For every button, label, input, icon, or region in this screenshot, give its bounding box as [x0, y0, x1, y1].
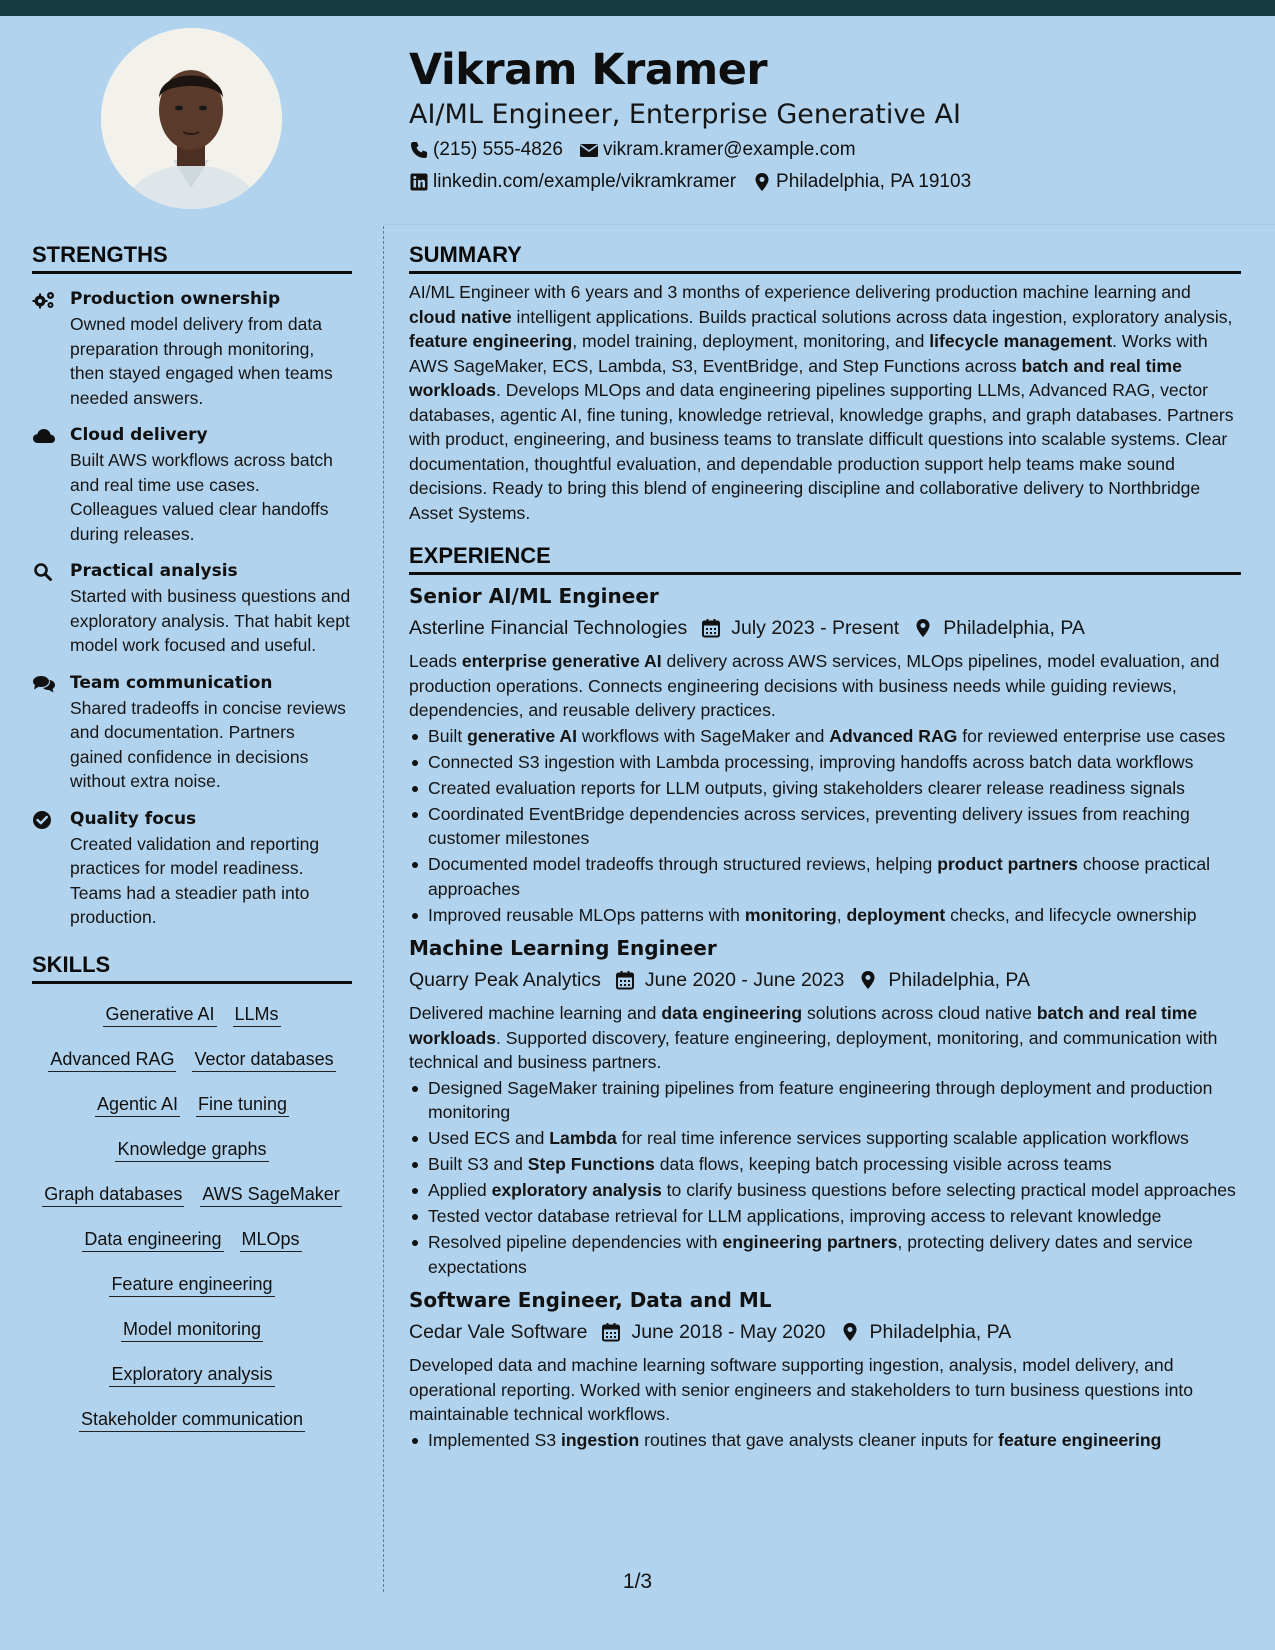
- bold-phrase: Lambda: [549, 1128, 617, 1148]
- skill-tag: Advanced RAG: [48, 1047, 176, 1072]
- map-pin-icon: [752, 172, 772, 192]
- job-entry: [409, 581, 1241, 927]
- phone-icon: [409, 140, 429, 160]
- email-contact[interactable]: [579, 139, 856, 161]
- bold-phrase: deployment: [846, 904, 946, 925]
- strength-desc: Owned model delivery from data preparation through monitoring, then stayed engaged when teams needed answers.: [70, 314, 333, 408]
- location-text: Philadelphia, PA 19103: [776, 171, 972, 192]
- job-meta: [409, 611, 1241, 645]
- job-meta: [409, 1315, 1241, 1349]
- location-contact: [752, 171, 971, 193]
- bold-phrase: data engineering: [661, 1003, 803, 1023]
- job-dates-text: July 2023 - Present: [731, 617, 900, 639]
- bullet-item: Applied exploratory analysis to clarify business questions before selecting practical model approaches: [409, 1178, 1241, 1203]
- bold-phrase: lifecycle management: [929, 331, 1113, 351]
- calendar-icon: [615, 970, 635, 990]
- bullet-item: Used ECS and Lambda for real time inference services supporting scalable application workflows: [409, 1126, 1241, 1151]
- check-circle-icon: [32, 807, 70, 930]
- skill-tag: Model monitoring: [121, 1317, 263, 1342]
- strength-name: Cloud delivery: [70, 425, 208, 445]
- calendar-icon: [701, 618, 721, 638]
- bold-phrase: cloud native: [409, 306, 512, 327]
- envelope-icon: [579, 140, 599, 160]
- job-title: Machine Learning Engineer: [409, 936, 717, 960]
- skill-row: [32, 1262, 352, 1307]
- skill-tag: AWS SageMaker: [200, 1182, 341, 1207]
- summary-text: AI/ML Engineer with 6 years and 3 months of experience delivering production machine learning and cloud native intelligent applications. Builds practical solutions across data ingestion, exploratory analysis, feature engineering, model training, deployment, monitoring, and lifecycle management. Works with AWS SageMaker, ECS, Lambda, S3, EventBridge, and Step Functions across batch and real time workloads. Develops MLOps and data engineering pipelines supporting LLMs, Advanced RAG, vector databases, agentic AI, fine tuning, knowledge retrieval, knowledge graphs, and graph databases. Partners with product, engineering, and business teams to translate difficult questions into scalable systems. Clear documentation, thoughtful evaluation, and dependable production support help teams make sound decisions. Ready to bring this blend of engineering discipline and collaborative delivery to Northbridge Asset Systems.: [409, 282, 1234, 523]
- bold-phrase: batch and real time workloads: [409, 355, 1182, 400]
- skill-row: [32, 992, 352, 1037]
- job-dates: [701, 611, 899, 645]
- skill-row: [32, 1397, 352, 1442]
- strength-desc: Started with business questions and exploratory analysis. That habit kept model work focused and useful.: [70, 586, 351, 655]
- bold-phrase: exploratory analysis: [491, 1180, 662, 1200]
- map-pin-icon: [913, 618, 933, 638]
- skills-section: [32, 950, 352, 1442]
- bullet-item: Designed SageMaker training pipelines from feature engineering through deployment and production monitoring: [409, 1076, 1241, 1125]
- job-company: Cedar Vale Software: [409, 1321, 588, 1343]
- job-dates-text: June 2018 - May 2020: [631, 1321, 826, 1343]
- job-location-text: Philadelphia, PA: [943, 617, 1085, 639]
- linkedin-icon: [409, 172, 429, 192]
- top-bar: [0, 0, 1275, 16]
- skill-tag: MLOps: [240, 1227, 302, 1252]
- strength-item: [32, 807, 352, 930]
- candidate-title: AI/ML Engineer, Enterprise Generative AI: [409, 99, 961, 130]
- right-column: [409, 240, 1241, 1454]
- bullet-item: Created evaluation reports for LLM outputs, giving stakeholders clearer release readiness signals: [409, 776, 1241, 801]
- bold-phrase: monitoring: [744, 904, 837, 925]
- bullet-item: Tested vector database retrieval for LLM applications, improving access to relevant knowledge: [409, 1204, 1241, 1229]
- contact-row-2: [409, 166, 1249, 198]
- skill-tag: Exploratory analysis: [109, 1362, 274, 1387]
- bold-phrase: Advanced RAG: [829, 725, 958, 746]
- skill-row: [32, 1037, 352, 1082]
- bullet-item: Resolved pipeline dependencies with engineering partners, protecting delivery dates and service expectations: [409, 1230, 1241, 1279]
- strength-desc: Built AWS workflows across batch and real time use cases. Colleagues valued clear handoffs during releases.: [70, 450, 333, 544]
- job-title: Software Engineer, Data and ML: [409, 1288, 772, 1312]
- strength-name: Practical analysis: [70, 561, 238, 581]
- bold-phrase: generative AI: [467, 725, 577, 746]
- skill-row: [32, 1127, 352, 1172]
- job-location: [913, 611, 1085, 645]
- chat-icon: [32, 671, 70, 794]
- job-description: Delivered machine learning and data engineering solutions across cloud native batch and real time workloads. Supported discovery, feature engineering, deployment, monitoring, and communication with technical and business partners.: [409, 1003, 1218, 1072]
- skill-row: [32, 1352, 352, 1397]
- skills-list: [32, 992, 352, 1442]
- strength-item: [32, 423, 352, 546]
- skill-tag: Knowledge graphs: [115, 1137, 268, 1162]
- bullet-item: Built generative AI workflows with SageMaker and Advanced RAG for reviewed enterprise use cases: [409, 724, 1241, 749]
- job-dates: [601, 1315, 825, 1349]
- gears-icon: [32, 287, 70, 410]
- job-entry: [409, 933, 1241, 1279]
- skill-tag: Stakeholder communication: [79, 1407, 305, 1432]
- job-title: Senior AI/ML Engineer: [409, 584, 659, 608]
- bullet-item: Documented model tradeoffs through structured reviews, helping product partners choose practical approaches: [409, 852, 1241, 901]
- job-location-text: Philadelphia, PA: [869, 1321, 1012, 1343]
- map-pin-icon: [858, 970, 878, 990]
- phone-contact[interactable]: [409, 139, 563, 161]
- calendar-icon: [601, 1322, 621, 1342]
- job-entry: [409, 1285, 1241, 1452]
- bold-phrase: feature engineering: [998, 1429, 1162, 1450]
- left-column: [32, 240, 352, 1442]
- skill-row: [32, 1082, 352, 1127]
- resume-header: [409, 40, 1249, 198]
- skill-row: [32, 1307, 352, 1352]
- job-description: Developed data and machine learning software supporting ingestion, analysis, model delivery, and operational reporting. Worked with senior engineers and stakeholders to turn business questions into maintainable technical workflows.: [409, 1355, 1194, 1424]
- strength-name: Quality focus: [70, 808, 197, 829]
- strength-name: Team communication: [70, 672, 273, 693]
- portrait-image: [101, 28, 282, 209]
- experience-heading: EXPERIENCE: [409, 541, 1241, 575]
- summary-heading: SUMMARY: [409, 240, 1241, 274]
- bullet-item: Improved reusable MLOps patterns with monitoring, deployment checks, and lifecycle ownership: [409, 903, 1241, 928]
- strength-item: [32, 287, 352, 410]
- bold-phrase: Step Functions: [527, 1154, 655, 1174]
- job-bullets: [409, 1076, 1241, 1280]
- strength-item: [32, 671, 352, 794]
- job-location-text: Philadelphia, PA: [888, 969, 1030, 991]
- strength-desc: Shared tradeoffs in concise reviews and documentation. Partners gained confidence in decisions without extra noise.: [70, 697, 346, 791]
- bold-phrase: engineering partners: [722, 1232, 898, 1252]
- bullet-item: Coordinated EventBridge dependencies across services, preventing delivery issues from reaching customer milestones: [409, 802, 1241, 851]
- job-bullets: [409, 1428, 1241, 1453]
- header-divider: [384, 224, 1275, 225]
- bold-phrase: batch and real time workloads: [409, 1003, 1198, 1048]
- linkedin-contact[interactable]: [409, 171, 736, 193]
- skills-heading: SKILLS: [32, 950, 352, 984]
- bold-phrase: product partners: [937, 854, 1078, 874]
- job-dates-text: June 2020 - June 2023: [644, 969, 845, 991]
- strength-item: [32, 559, 352, 658]
- skill-tag: Data engineering: [82, 1227, 223, 1252]
- strength-name: Production ownership: [70, 289, 281, 309]
- linkedin-text: linkedin.com/example/vikramkramer: [433, 171, 737, 192]
- skill-tag: Graph databases: [42, 1182, 184, 1207]
- job-location: [840, 1315, 1012, 1349]
- map-pin-icon: [840, 1322, 860, 1342]
- bold-phrase: enterprise generative AI: [461, 651, 662, 671]
- strength-desc: Created validation and reporting practices for model readiness. Teams had a steadier path into production.: [70, 833, 320, 927]
- skill-tag: Fine tuning: [196, 1092, 289, 1117]
- skill-tag: Agentic AI: [95, 1092, 180, 1117]
- cloud-icon: [32, 423, 70, 546]
- job-description: Leads enterprise generative AI delivery across AWS services, MLOps pipelines, model evaluation, and production operations. Connects engineering decisions with business needs while guiding reviews, dependencies, and reusable delivery practices.: [409, 651, 1220, 720]
- job-bullets: [409, 724, 1241, 928]
- phone-text: (215) 555-4826: [433, 139, 563, 160]
- job-location: [858, 963, 1030, 997]
- skill-row: [32, 1217, 352, 1262]
- strengths-heading: STRENGTHS: [32, 240, 352, 274]
- search-icon: [32, 559, 70, 658]
- column-divider: [383, 226, 384, 1592]
- job-company: Quarry Peak Analytics: [409, 969, 601, 991]
- skill-tag: Vector databases: [192, 1047, 335, 1072]
- bold-phrase: feature engineering: [409, 331, 573, 351]
- skill-tag: LLMs: [233, 1002, 281, 1027]
- job-dates: [615, 963, 845, 997]
- job-meta: [409, 963, 1241, 997]
- bullet-item: Built S3 and Step Functions data flows, keeping batch processing visible across teams: [409, 1152, 1241, 1177]
- job-company: Asterline Financial Technologies: [409, 617, 688, 639]
- skill-row: [32, 1172, 352, 1217]
- email-text: vikram.kramer@example.com: [602, 139, 856, 160]
- bullet-item: Connected S3 ingestion with Lambda processing, improving handoffs across batch data workflows: [409, 750, 1241, 775]
- bullet-item: Implemented S3 ingestion routines that gave analysts cleaner inputs for feature engineering: [409, 1428, 1241, 1453]
- profile-photo: [101, 28, 282, 209]
- bold-phrase: ingestion: [561, 1429, 640, 1450]
- candidate-name: Vikram Kramer: [409, 45, 768, 95]
- skill-tag: Feature engineering: [109, 1272, 274, 1297]
- skill-tag: Generative AI: [103, 1002, 216, 1027]
- page-number: 1/3: [622, 1570, 653, 1593]
- contact-row-1: [409, 134, 1249, 166]
